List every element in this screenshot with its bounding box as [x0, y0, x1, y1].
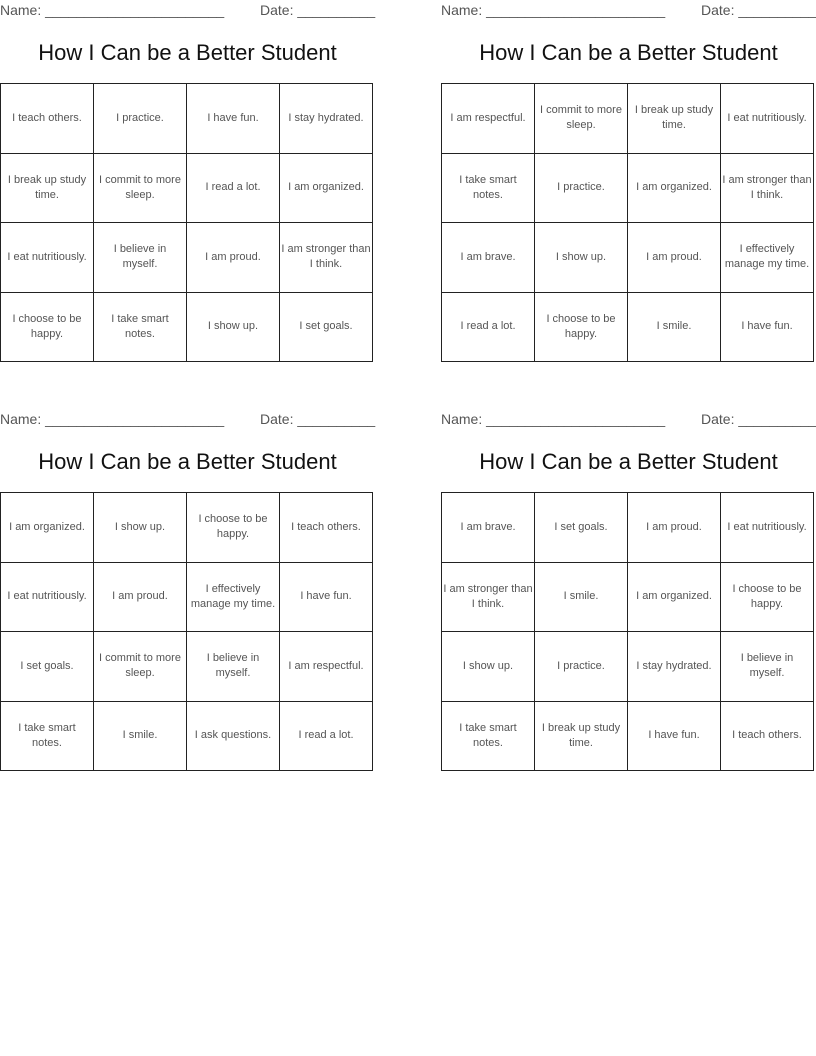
grid-cell: I set goals.: [535, 493, 628, 563]
grid-row: [442, 701, 814, 771]
bingo-grid: [0, 83, 373, 362]
grid-cell: I show up.: [442, 632, 535, 702]
date-field: Date: __________: [701, 2, 816, 18]
grid-cell: I practice.: [94, 84, 187, 154]
grid-cell: I ask questions.: [187, 701, 280, 771]
grid-cell: I am respectful.: [442, 84, 535, 154]
card-title: How I Can be a Better Student: [479, 40, 778, 65]
grid-cell: I break up study time.: [535, 701, 628, 771]
bingo-grid: [441, 492, 814, 771]
grid-row: [442, 153, 814, 223]
card-title: How I Can be a Better Student: [479, 449, 778, 474]
card-header: [441, 409, 816, 429]
grid-cell: I effectively manage my time.: [187, 562, 280, 632]
grid-cell: I choose to be happy.: [535, 292, 628, 362]
grid-cell: I read a lot.: [187, 153, 280, 223]
grid-row: [442, 84, 814, 154]
grid-cell: I read a lot.: [442, 292, 535, 362]
grid-cell: I eat nutritiously.: [1, 562, 94, 632]
grid-cell: I take smart notes.: [442, 701, 535, 771]
grid-cell: I teach others.: [721, 701, 814, 771]
bingo-card-2: [441, 0, 816, 372]
grid-cell: I smile.: [94, 701, 187, 771]
grid-cell: I am organized.: [628, 153, 721, 223]
card-title: How I Can be a Better Student: [38, 40, 337, 65]
grid-cell: I am stronger than I think.: [442, 562, 535, 632]
grid-cell: I set goals.: [1, 632, 94, 702]
name-field: Name: _______________________: [0, 411, 225, 427]
bingo-card-4: [441, 409, 816, 781]
grid-cell: I teach others.: [280, 493, 373, 563]
grid-cell: I show up.: [535, 223, 628, 293]
grid-cell: I believe in myself.: [721, 632, 814, 702]
grid-cell: I have fun.: [280, 562, 373, 632]
grid-cell: I eat nutritiously.: [721, 84, 814, 154]
grid-cell: I practice.: [535, 632, 628, 702]
grid-cell: I am respectful.: [280, 632, 373, 702]
name-field: Name: _______________________: [441, 2, 666, 18]
grid-cell: I teach others.: [1, 84, 94, 154]
grid-cell: I am organized.: [628, 562, 721, 632]
grid-cell: I stay hydrated.: [280, 84, 373, 154]
grid-cell: I believe in myself.: [187, 632, 280, 702]
grid-row: [442, 632, 814, 702]
grid-cell: I take smart notes.: [1, 701, 94, 771]
grid-cell: I have fun.: [721, 292, 814, 362]
grid-cell: I am brave.: [442, 223, 535, 293]
grid-cell: I commit to more sleep.: [94, 153, 187, 223]
grid-cell: I choose to be happy.: [721, 562, 814, 632]
card-header: [0, 0, 375, 20]
grid-cell: I smile.: [535, 562, 628, 632]
grid-row: [442, 562, 814, 632]
grid-row: [1, 701, 373, 771]
name-field: Name: _______________________: [0, 2, 225, 18]
bingo-card-3: [0, 409, 375, 781]
grid-row: [1, 632, 373, 702]
card-header: [0, 409, 375, 429]
grid-cell: I am proud.: [94, 562, 187, 632]
card-title: How I Can be a Better Student: [38, 449, 337, 474]
bingo-grid: [441, 83, 814, 362]
grid-cell: I choose to be happy.: [187, 493, 280, 563]
grid-row: [1, 562, 373, 632]
grid-cell: I smile.: [628, 292, 721, 362]
grid-cell: I am organized.: [1, 493, 94, 563]
grid-cell: I break up study time.: [1, 153, 94, 223]
grid-cell: I show up.: [94, 493, 187, 563]
grid-cell: I practice.: [535, 153, 628, 223]
bingo-card-1: [0, 0, 375, 372]
grid-row: [1, 84, 373, 154]
grid-row: [442, 493, 814, 563]
date-field: Date: __________: [701, 411, 816, 427]
grid-cell: I break up study time.: [628, 84, 721, 154]
grid-row: [1, 493, 373, 563]
grid-cell: I am proud.: [628, 493, 721, 563]
grid-cell: I am stronger than I think.: [721, 153, 814, 223]
grid-row: [442, 223, 814, 293]
grid-cell: I am stronger than I think.: [280, 223, 373, 293]
card-header: [441, 0, 816, 20]
date-field: Date: __________: [260, 411, 376, 427]
grid-cell: I have fun.: [628, 701, 721, 771]
grid-cell: I have fun.: [187, 84, 280, 154]
grid-cell: I stay hydrated.: [628, 632, 721, 702]
grid-row: [1, 153, 373, 223]
grid-cell: I effectively manage my time.: [721, 223, 814, 293]
grid-cell: I show up.: [187, 292, 280, 362]
grid-cell: I read a lot.: [280, 701, 373, 771]
name-field: Name: _______________________: [441, 411, 666, 427]
grid-row: [1, 223, 373, 293]
grid-row: [442, 292, 814, 362]
grid-cell: I commit to more sleep.: [94, 632, 187, 702]
grid-cell: I commit to more sleep.: [535, 84, 628, 154]
grid-cell: I take smart notes.: [442, 153, 535, 223]
grid-cell: I eat nutritiously.: [721, 493, 814, 563]
grid-row: [1, 292, 373, 362]
grid-cell: I am brave.: [442, 493, 535, 563]
grid-cell: I eat nutritiously.: [1, 223, 94, 293]
grid-cell: I am proud.: [628, 223, 721, 293]
bingo-grid: [0, 492, 373, 771]
grid-cell: I take smart notes.: [94, 292, 187, 362]
date-field: Date: __________: [260, 2, 376, 18]
grid-cell: I believe in myself.: [94, 223, 187, 293]
grid-cell: I am proud.: [187, 223, 280, 293]
grid-cell: I am organized.: [280, 153, 373, 223]
grid-cell: I choose to be happy.: [1, 292, 94, 362]
grid-cell: I set goals.: [280, 292, 373, 362]
